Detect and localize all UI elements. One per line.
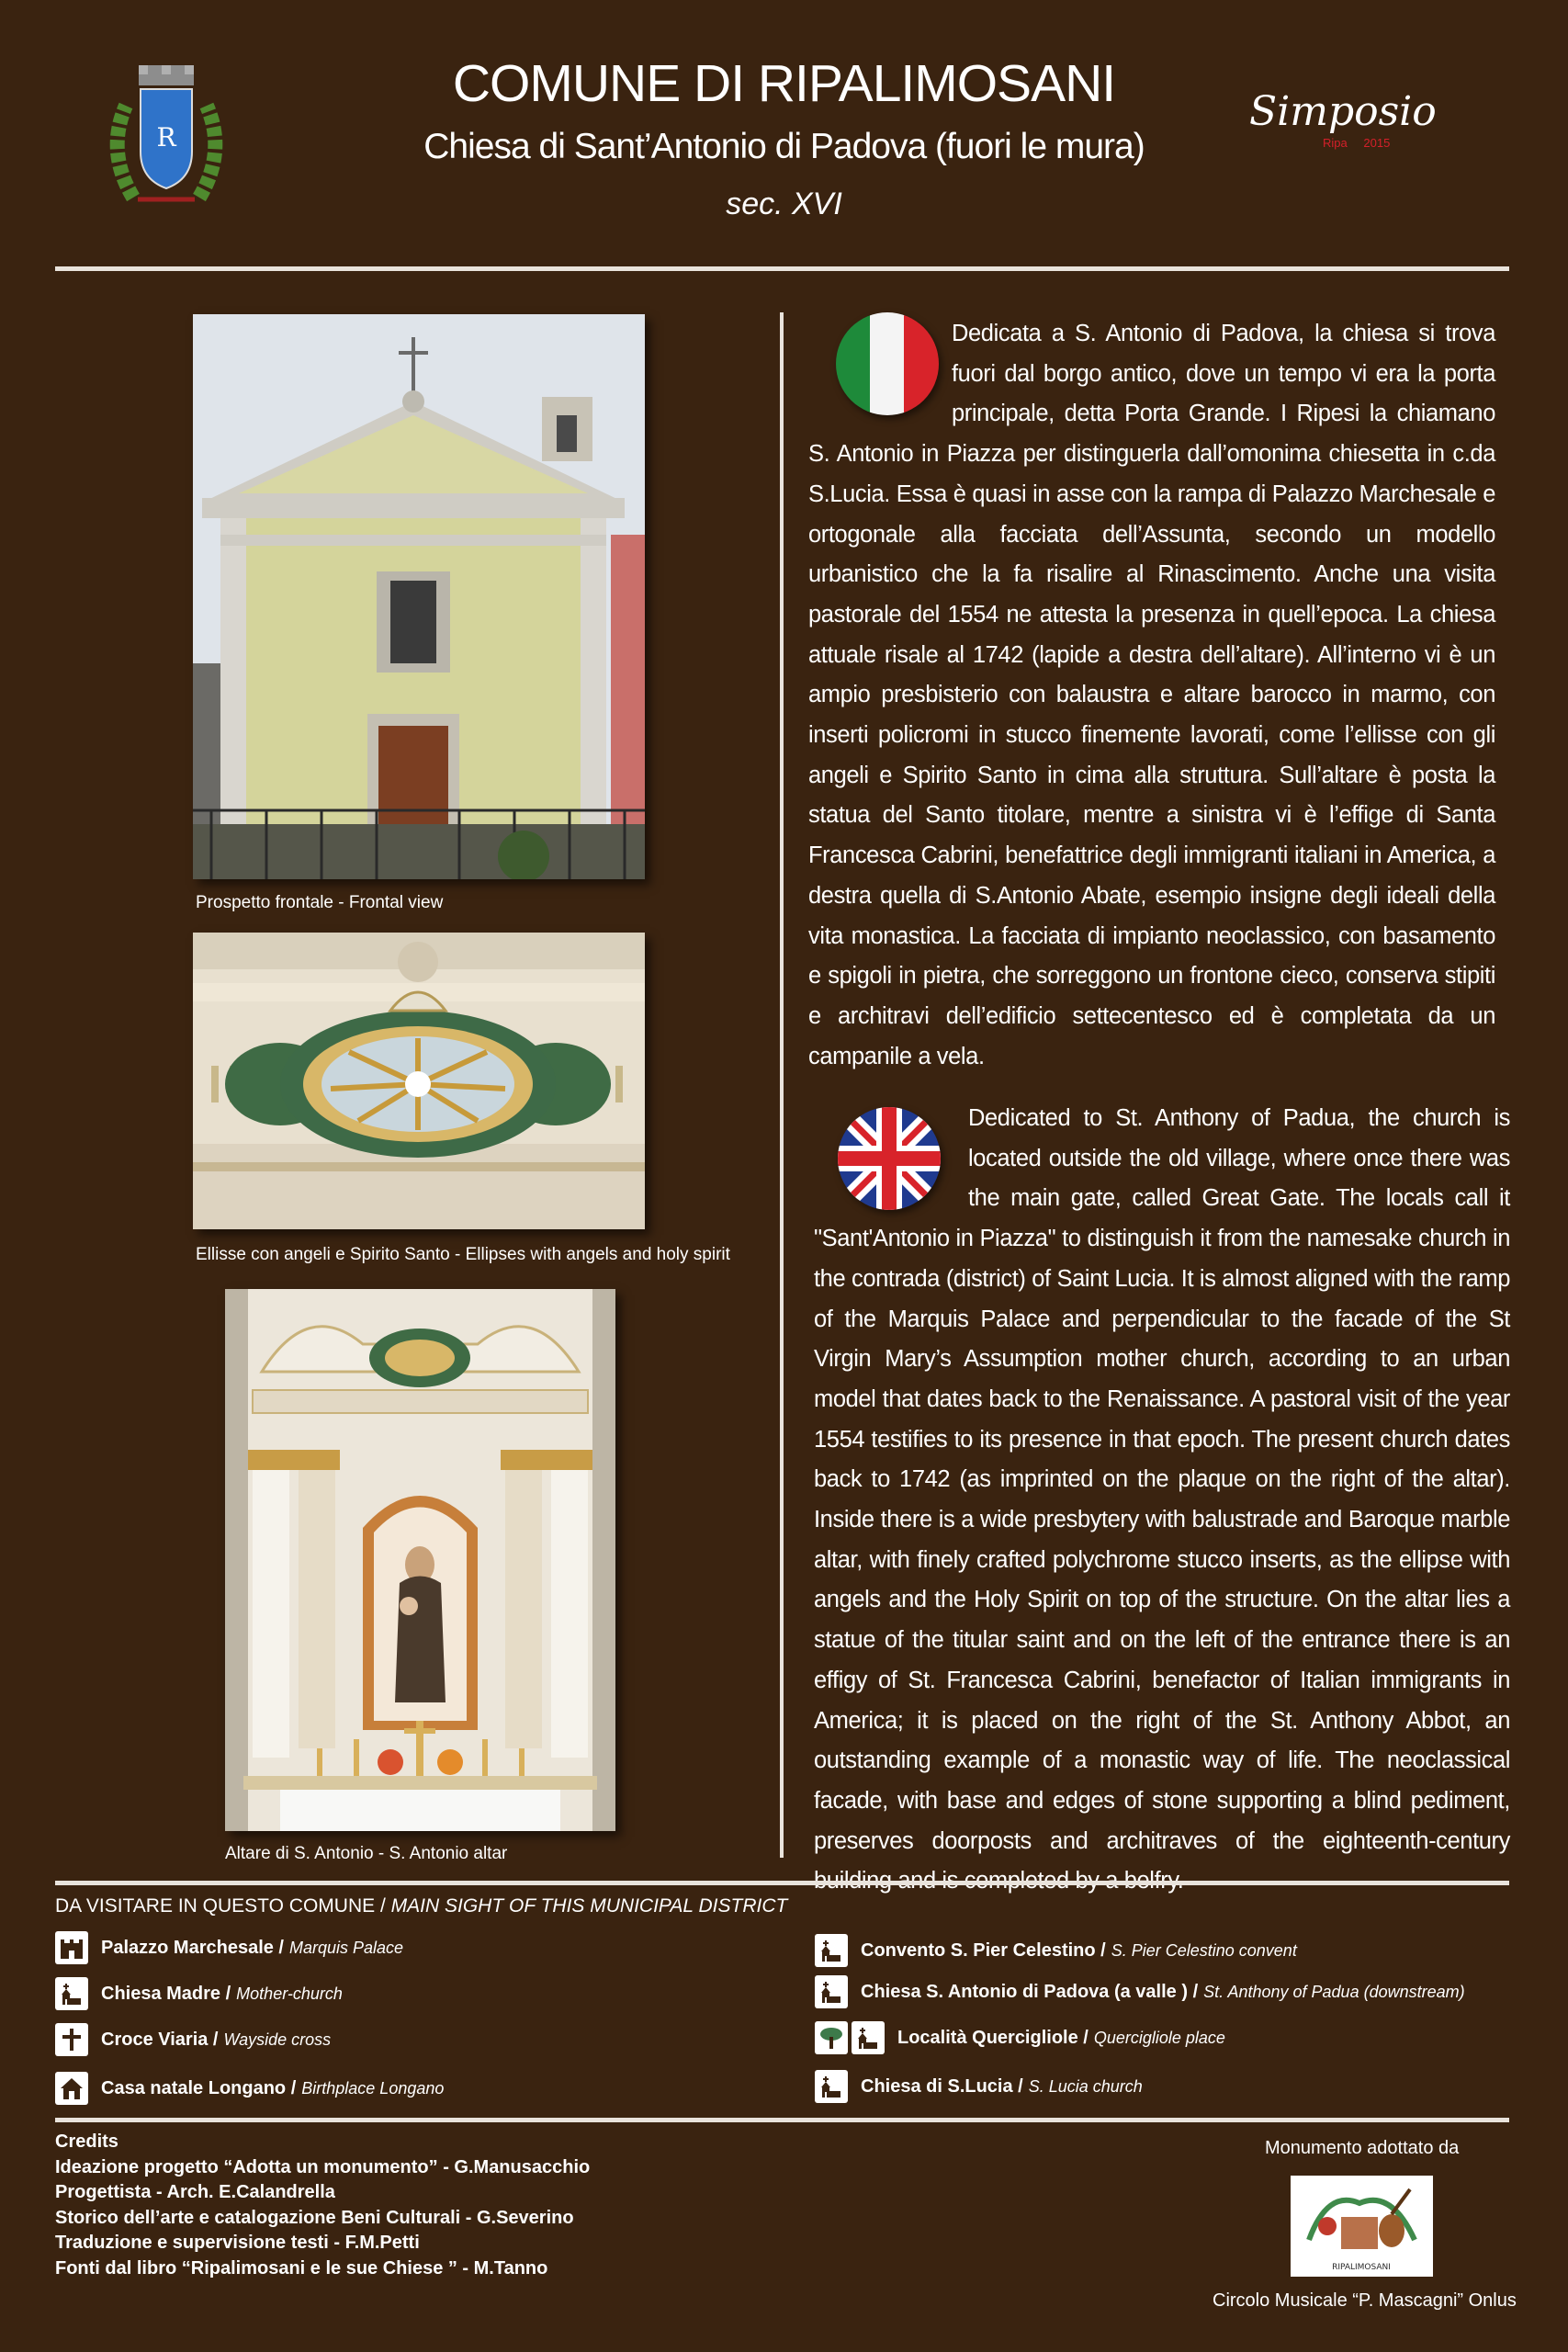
church-icon [815,1934,848,1967]
sight-localita-quercigliole: Località Quercigliole / Quercigliole place [815,2021,1225,2054]
circolo-musicale-logo [1291,2176,1433,2277]
photo-ellipse-angels [193,933,645,1229]
sight-chiesa-santa-lucia: Chiesa di S.Lucia / S. Lucia church [815,2070,1143,2103]
svg-text:RIPALIMOSANI: RIPALIMOSANI [1332,2263,1391,2272]
photo-altar [225,1289,615,1831]
text-italian: Dedicata a S. Antonio di Padova, la chiesa si trova fuori dal borgo antico, dove un tempo vi era la porta principale, detta Porta Grande. I Ripesi la chiamano S. Antonio in Piazza per distinguerla dall’omonima chiesetta in c.da S.Lucia. Essa è quasi in asse con la rampa di Palazzo Marchesale e ortogonale alla facciata dell’Assunta, secondo un modello urbanistico che la fa risalire al Rinascimento. Anche una visita pastorale del 1554 ne attesta la presenza in quell’epoca. La chiesa attuale risale al 1742 (lapide a destra dell’altare). All’interno vi è un ampio presbisterio con balaustra e altare barocco in marmo, con inserti policromi in stucco finemente lavorati, come l’ellisse con gli angeli e Spirito Santo in cima alla struttura. Sull’altare è posta la statua del Santo titolare, mentre a sinistra vi è l’effige di Santa Francesca Cabrini, benefattrice degli immigranti italiani in America, a destra quella di S.Antonio Abate, esempio insigne degli ideali della vita monastica. La facciata di impianto neoclassico, con basamento e spigoli in pietra, che sorreggono un frontone cieco, conserva stipiti e architravi dell’edificio settecentesco ed è completata da un campanile a vela. [808,321,1495,1069]
house-icon [55,2072,88,2105]
palace-icon [55,1931,88,1964]
sight-casa-natale-longano: Casa natale Longano / Birthplace Longano [55,2072,444,2105]
page-subtitle: Chiesa di Sant’Antonio di Padova (fuori le mura) [423,127,1145,166]
credit-line: Traduzione e supervisione testi - F.M.Petti [55,2233,420,2253]
church-icon [852,2021,885,2054]
church-icon [815,1975,848,2008]
church-icon [815,2070,848,2103]
credit-line: Ideazione progetto “Adotta un monumento” - G.Manusacchio [55,2156,591,2177]
adopted-by-label: Monumento adottato da [1265,2138,1460,2158]
sight-croce-viaria: Croce Viaria / Wayside cross [55,2023,331,2056]
credit-line: Storico dell’arte e catalogazione Beni Culturali - G.Severino [55,2207,574,2228]
page-title: COMUNE DI RIPALIMOSANI [452,54,1116,113]
svg-text:R: R [156,122,176,153]
sight-chiesa-antonio-valle: Chiesa S. Antonio di Padova (a valle ) / St. Anthony of Padua (downstream) [815,1975,1465,2008]
sights-heading: DA VISITARE IN QUESTO COMUNE / MAIN SIGHT OF THIS MUNICIPAL DISTRICT [55,1895,788,1917]
century-label: sec. XVI [726,187,842,221]
credits-divider [55,2118,1509,2122]
column-divider [780,312,784,1858]
simposio-logo: Simposio Ripa 2015 [1249,88,1437,150]
credits-block [55,2130,590,2281]
sight-chiesa-madre: Chiesa Madre / Mother-church [55,1977,343,2010]
header-divider [55,266,1509,271]
credit-line: Fonti dal libro “Ripalimosani e le sue Chiese ” - M.Tanno [55,2257,548,2278]
caption-frontal-view: Prospetto frontale - Frontal view [196,893,444,912]
caption-ellipse-angels: Ellisse con angeli e Spirito Santo - Ellipses with angels and holy spirit [196,1245,730,1264]
cross-icon [55,2023,88,2056]
text-english: Dedicated to St. Anthony of Padua, the church is located outside the old village, where once there was the main gate, called Great Gate. The locals call it "Sant'Antonio in Piazza" to distinguish it from the namesake church in the contrada (district) of Saint Lucia. It is almost aligned with the ramp of the Marquis Palace and perpendicular to the facade of the St Virgin Mary’s Assumption mother church, according to an urban model that dates back to the Renaissance. A pastoral visit of the year 1554 testifies to its presence in that epoch. The present church dates back to 1742 (as imprinted on the plaque on the right of the altar). Inside there is a wide presbytery with balustrade and Baroque marble altar, with finely crafted polychrome stucco inserts, as the ellipse with angels and the Holy Spirit on top of the structure. On the altar lies a statue of the titular saint and on the left of the entrance there is an effigy of St. Francesca Cabrini, benefactor of Italian immigrants in America; it is placed on the right of the St. Anthony Abbot, an outstanding example of a monastic way of life. The neoclassical facade, with base and edges of stone supporting a blind pediment, preserves doorposts and architraves of the eighteenth-century [814,1105,1510,1854]
sight-convento-pier-celestino: Convento S. Pier Celestino / S. Pier Celestino convent [815,1934,1297,1967]
sight-palazzo-marchesale: Palazzo Marchesale / Marquis Palace [55,1931,403,1964]
credits-title: Credits [55,2132,118,2152]
adopting-organization: Circolo Musicale “P. Mascagni” Onlus [1213,2290,1517,2311]
credit-line: Progettista - Arch. E.Calandrella [55,2182,335,2202]
church-icon [55,1977,88,2010]
photo-frontal-view [193,314,645,879]
sights-divider [55,1881,1509,1885]
tree-icon [815,2021,848,2054]
caption-altar: Altare di S. Antonio - S. Antonio altar [225,1844,508,1863]
